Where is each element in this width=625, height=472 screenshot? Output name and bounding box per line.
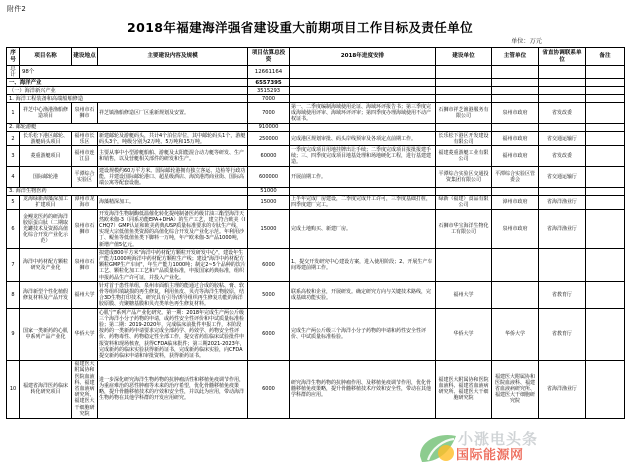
cell-build_unit: 平潭综合实验区交通投资集团有限公司: [436, 167, 492, 188]
cell-empty: [492, 95, 539, 103]
cell-build_unit: 绿新（福建）食品有限公司: [436, 195, 492, 209]
cell-label: 一、海洋产业: [7, 79, 248, 87]
cell-label: （一）海洋新兴产业: [7, 87, 248, 95]
table-row: [7, 249, 625, 282]
cell-supervisor: [492, 249, 539, 282]
header-build-unit: 建设单位: [436, 48, 492, 66]
cell-content: 针对首于患性单组，泉州市面船主理的能通过合成的胶粘、膏、软骨等组织填缺损的再生修复，利用鱼皮、贝壳等海洋生物胶原，结合3D生物打印技术，研究具有引导/诱导组织再生修复功能的海洋胶原膜、壳聚糖基膜和贝壳类单色再生修复材料。: [98, 282, 248, 309]
cell-supervisor: 福州市政府: [492, 132, 539, 146]
cell-no: 1: [7, 103, 20, 124]
cell-investment: 3515293: [248, 87, 290, 95]
header-investment: 项目估算总投资: [248, 48, 290, 66]
cell-coordinator: 省发改委: [539, 146, 586, 167]
cell-coordinator: 省海洋渔业厅: [539, 210, 586, 249]
cell-supervisor: 泉州市政府: [492, 103, 539, 124]
cell-no: 2: [7, 132, 20, 146]
cell-coordinator: 省海洋渔业厅: [539, 195, 586, 209]
cell-schedule: 第一、二季度编制海域使用论证、海域环评报告书；第三季度完成海域使用评审、海域环评评审；第四季度办理海域使用不动产权证书。: [290, 103, 436, 124]
cell-coordinator: 省教育厅: [539, 309, 586, 361]
cell-investment: 7000: [248, 103, 290, 124]
cell-build_unit: 福州大学: [436, 282, 492, 309]
cell-remark: [586, 195, 625, 209]
cell-empty: [539, 124, 586, 132]
cell-supervisor: 福建医大附属协和医院血液科、福建省血液病研究所、福建医大干细胞研究院: [492, 360, 539, 418]
cell-empty: [539, 66, 586, 79]
cell-empty: [290, 95, 436, 103]
cell-supervisor: [492, 282, 539, 309]
cell-project_name: 98个: [20, 66, 248, 79]
cell-project_name: 福建省海洋医药临床转化研究项目: [20, 360, 72, 418]
cell-build_unit: 福建菱重游艇工业有限公司: [436, 146, 492, 167]
cell-no: 6: [7, 210, 20, 249]
cell-build_unit: 福建医大附属协和医院血液科、福建省血液病研究所、福建医大干细胞研究院: [436, 360, 492, 418]
cell-schedule: 完成港区规划审批、码头岸线预审及各项定点前期工作。: [290, 132, 436, 146]
cell-build_unit: [436, 249, 492, 282]
cell-supervisor: 漳州市政府: [492, 195, 539, 209]
cell-schedule: 完成生产两公斤级三个海洋小分子药物的申请和药性安全性评价、中试质量标准检验。: [290, 309, 436, 361]
cell-remark: [586, 282, 625, 309]
cell-investment: 910000: [248, 124, 290, 132]
cell-remark: [586, 103, 625, 124]
cell-investment: 600000: [248, 167, 290, 188]
cell-investment: 60000: [248, 146, 290, 167]
attachment-label: 附件2: [7, 5, 27, 13]
cell-place: 泉州市石狮市: [72, 210, 98, 249]
cell-investment: 250000: [248, 132, 290, 146]
cell-empty: [436, 95, 492, 103]
cell-project_name: 金鳗龙医药的研海洋胶原蛋白肽（二期取光罐技术及资源高值化综合开发产业化示范）: [20, 210, 72, 249]
cell-no: 4: [7, 167, 20, 188]
cell-empty: [436, 79, 492, 87]
cell-place: 平潭综合实验区: [72, 167, 98, 188]
header-content: 主要建设内容及规模: [98, 48, 248, 66]
cell-no: 7: [7, 249, 20, 282]
cell-empty: [492, 87, 539, 95]
cell-content: 祥芝镇渔船修造区厂区重新规划及安置。: [98, 103, 248, 124]
table-row-total: [7, 66, 625, 79]
cell-coordinator: 省交通运输厅: [539, 132, 586, 146]
cell-remark: [586, 146, 625, 167]
table-header-row: [7, 48, 625, 66]
cell-empty: [436, 124, 492, 132]
cell-investment: 6000: [248, 249, 290, 282]
cell-build_unit: 石狮市祥芝渔港服务有限公司: [436, 103, 492, 124]
cell-schedule: 开展前期工作。: [290, 167, 436, 188]
table-row: [7, 360, 625, 418]
table-row: [7, 167, 625, 188]
cell-content: 心肌宁"系列产品产业化研究。第一期：2018年完成生产两公斤级三个海洋小分子药物的申请，或药性安全性评价和中试质量标准检验；第二期：2019-2020年，完成临床前批件申报工作，本阶段按药的一类新药申请要求完成全部药学、药效学、药物安全性评价、药物毒性、药物稳定性全部工作，提交省药监临床试验批件申报资料和现场核查，获得CFDA临床批件；第三期2021-2023年，完成新药的临床实验获得新药证书，完成新药临床实验，向CFDA提交新药临床申请和审批资料，获得新药证书。: [98, 309, 248, 361]
cell-empty: [436, 66, 492, 79]
cell-investment: 15000: [248, 210, 290, 249]
header-no: 序号: [7, 48, 20, 66]
cell-place: 福州市长乐区: [72, 132, 98, 146]
cell-remark: [586, 360, 625, 418]
cell-label: 1. 海洋工程装备和高端船舶修造: [7, 95, 248, 103]
cell-no: 8: [7, 282, 20, 309]
cell-remark: [586, 167, 625, 188]
cell-content: 主要从事中小型游艇船舶、游艇及太阳能混合动力艇等研发、生产和销售，以及营艇相关部件的研发和生产。: [98, 146, 248, 167]
cell-place: 华侨大学: [72, 309, 98, 361]
cell-supervisor: 泉州市政府: [492, 210, 539, 249]
cell-investment: 6557395: [248, 79, 290, 87]
header-place: 建设地点: [72, 48, 98, 66]
cell-investment: 12661164: [248, 66, 290, 79]
watermark-line1: 小涨电头条: [458, 430, 539, 448]
cell-content: 开发海洋生物制酶低温催化转化提纯制备医药级甘油三酯型海洋天然欧米伽-3（同系功能EPA+DHA）的生产工艺，建立符合欧美（ICHQ7）GMP认证和欧美药典/USP质量标准要求的专肽生产线，实现大宗低值鱼类资源的高值化综合开发及产业化示范。年利用沙丁、鳀鱼等低值鱼类下脚料一万吨，年产欧米伽-3产品1000吨，新增产值5亿元。: [98, 210, 248, 249]
cell-coordinator: [539, 249, 586, 282]
cell-place: 福州市连江县: [72, 146, 98, 167]
cell-empty: [290, 79, 436, 87]
cell-empty: [492, 124, 539, 132]
header-supervisor: 主管单位: [492, 48, 539, 66]
cell-empty: [290, 187, 436, 195]
cell-coordinator: 省教育厅: [539, 282, 586, 309]
header-remark: 备注: [586, 48, 625, 66]
cell-remark: [586, 210, 625, 249]
cell-label: 2. 邮轮游艇: [7, 124, 248, 132]
cell-project_name: 海洋新型个性化植假修复材料及产品开发: [20, 282, 72, 309]
cell-empty: [586, 66, 625, 79]
cell-empty: [436, 187, 492, 195]
table-row-subsection: [7, 95, 625, 103]
cell-content: 建设规模约60万平方米。国际邮轮港拥有独立客运、边检等行政功能，并建设国际邮轮港口、超星级酒店、海滨港湾商业街、国际高端公寓等配套设施。: [98, 167, 248, 188]
cell-empty: [539, 79, 586, 87]
cell-investment: 6000: [248, 309, 290, 361]
cell-investment: 5000: [248, 282, 290, 309]
cell-build_unit: 石狮市华宝海洋生物化工有限公司: [436, 210, 492, 249]
cell-build_unit: 长乐松下港区开发建设有限公司: [436, 132, 492, 146]
cell-content: 进一步深化研究海洋生物药物的抗肿瘤活性和移植免疫调节作用，为重症难治的恶性肿瘤等未来的治疗希望，优化骨髓移植免疫策略，提升骨髓移植技术的疗效和安全性，并以此为应用，带动海洋生物药物在其他学科群的开发应用研究。: [98, 360, 248, 418]
cell-empty: [492, 187, 539, 195]
table-row: [7, 195, 625, 209]
cell-empty: [586, 95, 625, 103]
table-row: [7, 146, 625, 167]
cell-empty: [586, 79, 625, 87]
watermark: [412, 422, 582, 470]
table-row: [7, 132, 625, 146]
cell-schedule: 联系高校和企业，开展研发。确定研究方向与关键技术路线，完成基础功能实验。: [290, 282, 436, 309]
cell-investment: 6000: [248, 360, 290, 418]
cell-remark: [586, 249, 625, 282]
table-row-subsection: [7, 87, 625, 95]
unit-note: 单位：万元: [511, 38, 542, 45]
page-title: 2018年福建海洋强省建设重大前期项目工作目标及责任单位: [127, 20, 473, 35]
cell-project_name: 菱重游艇项目: [20, 146, 72, 167]
table-row-subsection: [7, 124, 625, 132]
cell-investment: 7000: [248, 95, 290, 103]
cell-content: 拟建成800平方米"海洋中药材配方颗粒开发研发中心"，建设年生产能力1000吨海洋中药材配方颗粒生产线；建设"海洋中药材配方颗粒GMP生产车间"，年生产能力1000吨；制定2~5个品种的饮片工艺、颗粒化加工工艺和产品质量标准，申报国家药典标准，组织申报药品生产许可证，并投入产业化。: [99, 249, 246, 281]
cell-supervisor: 平潭综合实验区管委会: [492, 167, 539, 188]
cell-no: 3: [7, 146, 20, 167]
cell-no: 9: [7, 309, 20, 361]
cell-coordinator: 省交通运输厅: [539, 167, 586, 188]
cell-schedule: 一季度完成项目用地挂牌出让手续；二季度完成项目报批报建手续；三、四季度完成项目地基处理和场地硬化工程，进行基建建造。: [290, 146, 436, 167]
table-row-section: [7, 79, 625, 87]
cell-no: 10: [7, 360, 20, 418]
cell-empty: [290, 124, 436, 132]
cell-project_name: 国家一类新药的心肌中系列产品产业化: [20, 309, 72, 361]
cell-empty: [539, 95, 586, 103]
cell-build_unit: 华侨大学: [436, 309, 492, 361]
table-row: [7, 282, 625, 309]
cell-place: 福建医大附属协和医院血液科、福建省血液病研究所、福建医大干细胞研究院: [72, 360, 98, 418]
header-schedule: 2018年进度安排: [290, 48, 436, 66]
cell-project_name: 龙海绿新海藻深加工扩建项目: [20, 195, 72, 209]
table-row-subsection: [7, 187, 625, 195]
cell-empty: [290, 66, 436, 79]
cell-empty: [290, 87, 436, 95]
cell-remark: [586, 309, 625, 361]
table-body: [7, 66, 625, 419]
cell-remark: [586, 132, 625, 146]
cell-place: 泉州市石狮市: [72, 103, 98, 124]
cell-investment: 51000: [248, 187, 290, 195]
cell-place: 漳州市龙海市: [72, 195, 98, 209]
cell-project_name: 海洋中药材配方颗粒研究及产业化: [20, 249, 72, 282]
cell-no: 5: [7, 195, 20, 209]
header-coordinator: 省直协调联系单位: [539, 48, 586, 66]
cell-schedule: 完成土地购买、新建厂房。: [290, 210, 436, 249]
cell-coordinator: 省发改委: [539, 103, 586, 124]
cell-schedule: 上半年完成厂房建设，二季度完成开工许可，三季度基础打桩，四季度建厂完工。: [290, 195, 436, 209]
cell-empty: [539, 87, 586, 95]
table-row: [7, 210, 625, 249]
cell-empty: [539, 187, 586, 195]
cell-coordinator: 省海洋渔业厅: [539, 360, 586, 418]
cell-empty: [586, 187, 625, 195]
cell-project_name: 长乐松下港区邮轮、游艇码头项目: [20, 132, 72, 146]
cell-schedule: 1、提交开发研究中心建设方案，进入使用阶段；2、开展生产车间筹建前期工作。: [290, 249, 436, 282]
project-table: [6, 47, 625, 419]
cell-schedule: 研究海洋生物药物的抗肿瘤作用、及移植免疫调节作用，优化骨髓移植免疫策略，提升骨髓移植技术疗效和安全性，带动在其他学科群的应用。: [290, 360, 436, 418]
cell-no: 总计: [7, 66, 20, 79]
cell-empty: [492, 66, 539, 79]
table-row: [7, 309, 625, 361]
cell-supervisor: 福州市政府: [492, 146, 539, 167]
header-project-name: 项目名称: [20, 48, 72, 66]
cell-project_name: 祥芝中心渔港渔船修造项目: [20, 103, 72, 124]
cell-empty: [492, 79, 539, 87]
cell-supervisor: 华侨大学: [492, 309, 539, 361]
cell-empty: [436, 87, 492, 95]
cell-content: 新建邮轮及游艇码头，共计4个泊位岸位，其中邮轮码头1个，游艇码头3个，吨级分别为2万吨、5万吨和15万吨。: [98, 132, 248, 146]
cell-project_name: 国际邮轮港: [20, 167, 72, 188]
cell-content: 海藻精深加工。: [98, 195, 248, 209]
cell-place: 福州大学: [72, 282, 98, 309]
cell-investment: 15000: [248, 195, 290, 209]
table-row: [7, 103, 625, 124]
cell-label: 3. 海洋生物医药: [7, 187, 248, 195]
cell-empty: [586, 87, 625, 95]
cell-empty: [586, 124, 625, 132]
leaf-logo-icon: [416, 430, 460, 470]
cell-place: 泉州市石狮市: [72, 249, 98, 282]
watermark-line2: 国际能源网: [456, 448, 524, 463]
